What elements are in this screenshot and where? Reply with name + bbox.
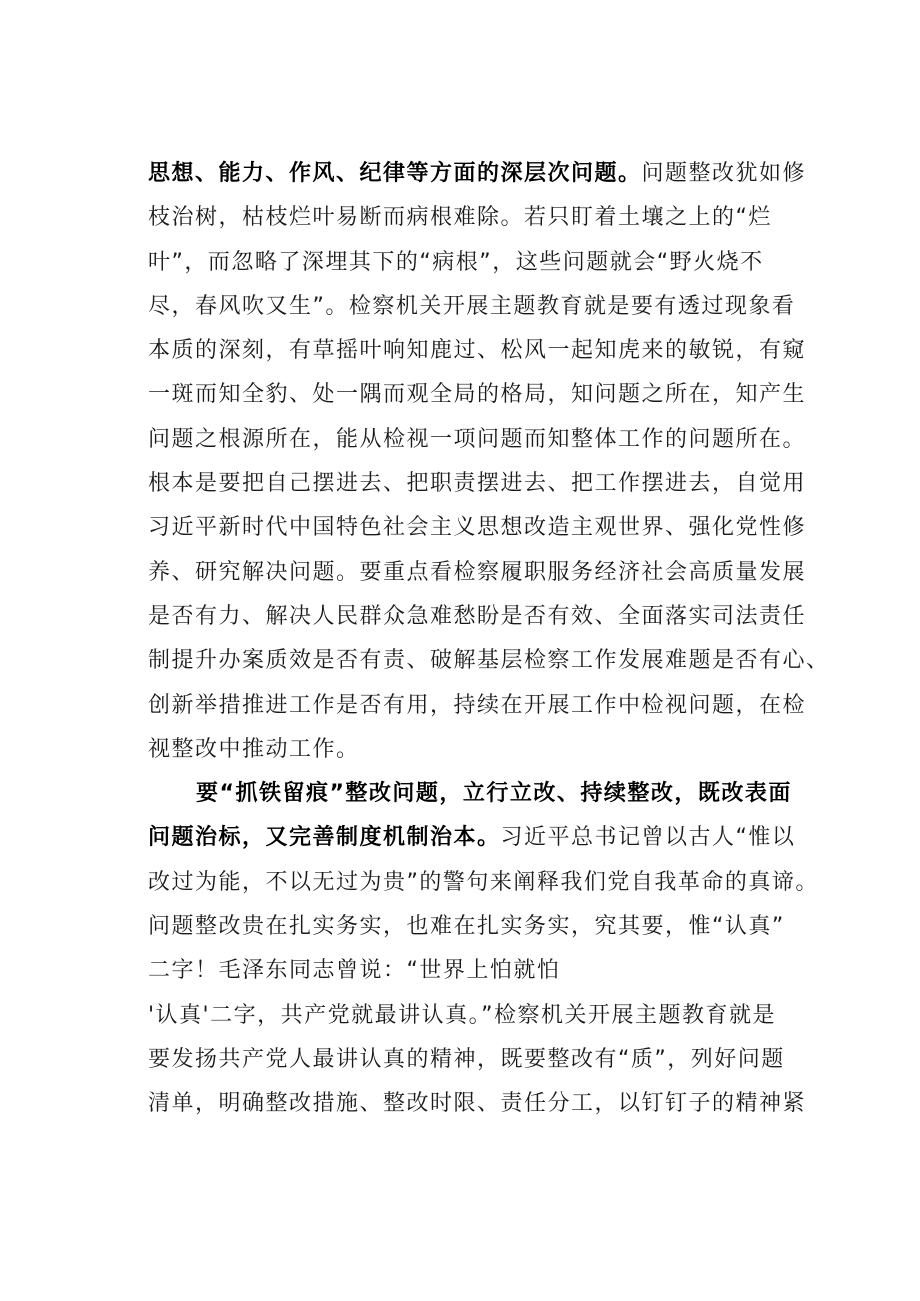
- text-line-1: [148, 152, 808, 196]
- line-text: 习近平总书记曾以古人“惟以: [500, 825, 796, 851]
- text-line-6: [148, 373, 808, 417]
- text-line-19: [148, 949, 808, 993]
- line-text: 根本是要把自己摆进去、把职责摆进去、把工作摆进去，自觉用: [148, 471, 807, 497]
- line-text: 问题整改贵在扎实务实，也难在扎实务实，究其要，惟“认真”: [148, 914, 785, 940]
- text-line-11: [148, 595, 808, 639]
- line-text: 问题之根源所在，能从检视一项问题而知整体工作的问题所在。: [148, 426, 807, 452]
- text-line-22: [148, 1082, 808, 1126]
- text-line-14: [148, 728, 808, 772]
- text-line-3: [148, 241, 808, 285]
- line-text: 是否有力、解决人民群众急难愁盼是否有效、全面落实司法责任: [148, 603, 807, 629]
- text-line-21: [148, 1038, 808, 1082]
- line-text: 二字！毛泽东同志曾说：“世界上怕就怕: [148, 958, 561, 984]
- line-text: 制提升办案质效是否有责、破解基层检察工作发展难题是否有心、: [148, 648, 830, 674]
- text-line-20: [148, 994, 808, 1038]
- text-line-18: [148, 905, 808, 949]
- line-text: 尽，春风吹又生”。检察机关开展主题教育就是要有透过现象看: [148, 293, 796, 319]
- line-text: 创新举措推进工作是否有用，持续在开展工作中检视问题，在检: [148, 692, 807, 718]
- line-text: 要发扬共产党人最讲认真的精神，既要整改有“质”，列好问题: [148, 1046, 785, 1072]
- text-line-15: [148, 772, 808, 816]
- text-line-10: [148, 551, 808, 595]
- document-body: [148, 152, 830, 1127]
- text-line-12: [148, 639, 830, 683]
- bold-heading: 问题治标，又完善制度机制治本。: [148, 825, 501, 851]
- text-line-2: [148, 196, 808, 240]
- line-text: 问题整改犹如修: [641, 161, 807, 186]
- text-line-17: [148, 861, 819, 905]
- line-text: 枝治树，枯枝烂叶易断而病根难除。若只盯着土壤之上的“烂: [148, 205, 772, 231]
- text-line-5: [148, 329, 808, 373]
- bold-heading: 思想、能力、作风、纪律等方面的深层次问题。: [148, 161, 642, 186]
- line-text: '认真'二字，共产党就最讲认真。”检察机关开展主题教育就是: [148, 1002, 776, 1028]
- text-line-8: [148, 462, 808, 506]
- line-text: 叶”，而忽略了深埋其下的“病根”，这些问题就会“野火烧不: [148, 249, 764, 275]
- line-text: 清单，明确整改措施、整改时限、责任分工，以钉钉子的精神紧: [148, 1091, 807, 1117]
- line-text: 视整改中推动工作。: [148, 736, 360, 762]
- line-text: 习近平新时代中国特色社会主义思想改造主观世界、强化党性修: [148, 515, 807, 541]
- line-text: 本质的深刻，有草摇叶响知鹿过、松风一起知虎来的敏锐，有窥: [148, 338, 807, 364]
- text-line-13: [148, 684, 808, 728]
- text-line-16: [148, 816, 808, 860]
- text-line-4: [148, 285, 808, 329]
- text-line-7: [148, 418, 808, 462]
- line-text: 改过为能，不以无过为贵”的警句来阐释我们党自我革命的真谛。: [148, 869, 819, 895]
- text-line-9: [148, 506, 808, 550]
- line-text: 一斑而知全豹、处一隅而观全局的格局，知问题之所在，知产生: [148, 382, 807, 408]
- bold-heading: 要“抓铁留痕”整改问题，立行立改、持续整改，既改表面: [196, 781, 792, 807]
- line-text: 养、研究解决问题。要重点看检察履职服务经济社会高质量发展: [148, 559, 807, 585]
